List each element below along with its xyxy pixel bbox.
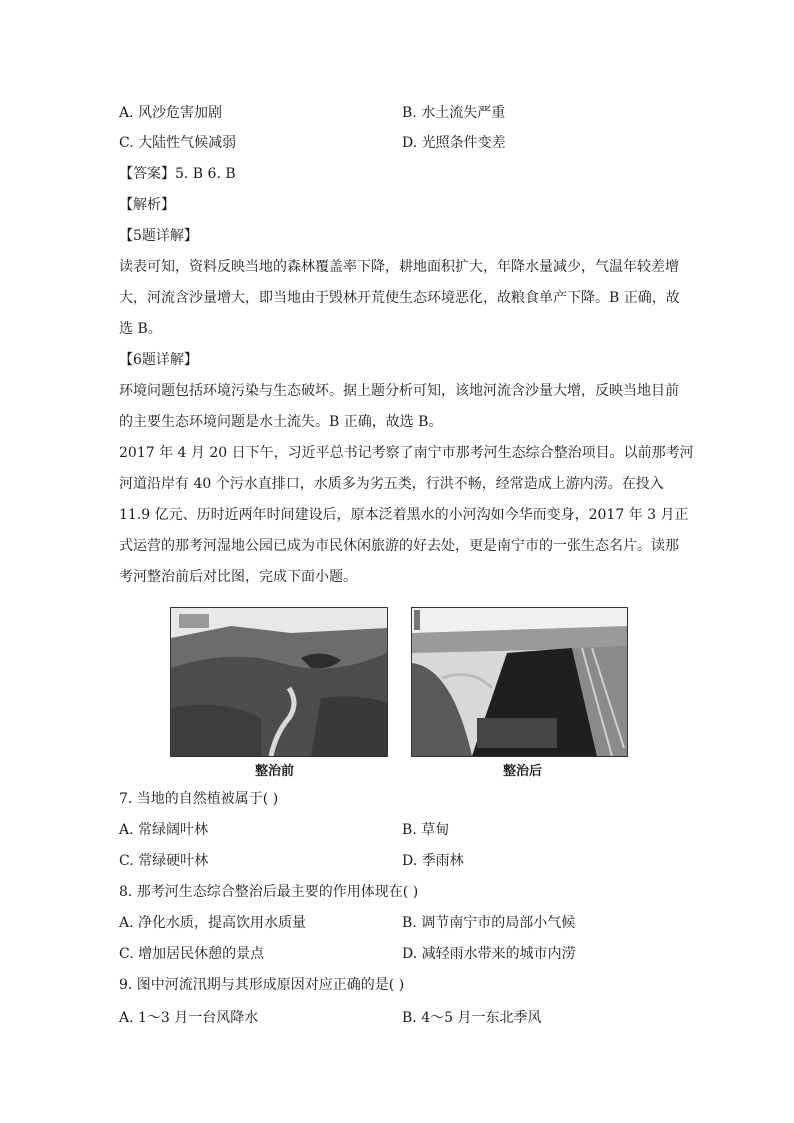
passage-line: 式运营的那考河湿地公园已成为市民休闲旅游的好去处，更是南宁市的一张生态名片。读那: [119, 538, 679, 554]
option-c: C. 大陆性气候减弱: [119, 135, 237, 151]
q6-text-line: 环境问题包括环境污染与生态破坏。据上题分析可知，该地河流含沙量大增，反映当地目前: [119, 383, 679, 399]
caption-after: 整治后: [503, 764, 543, 779]
q7-option-d: D. 季雨林: [402, 853, 464, 869]
q5-heading: 【5题详解】: [119, 228, 198, 244]
answer-line: 【答案】5. B 6. B: [119, 166, 236, 182]
q8-stem: 8. 那考河生态综合整治后最主要的作用体现在( ): [119, 884, 419, 900]
passage-line: 考河整治前后对比图，完成下面小题。: [119, 569, 357, 585]
q8-option-d: D. 减轻雨水带来的城市内涝: [402, 946, 576, 962]
river-after-image: [412, 608, 627, 756]
passage-line: 11.9 亿元、历时近两年时间建设后，原本泛着黑水的小河沟如今华而变身，2017 年 3 月正: [119, 507, 689, 523]
analysis-heading: 【解析】: [119, 197, 175, 213]
q5-text-line: 读表可知，资料反映当地的森林覆盖率下降，耕地面积扩大，年降水量减少，气温年较差增: [119, 259, 679, 275]
q8-option-a: A. 净化水质，提高饮用水质量: [119, 915, 307, 931]
photo-before: [170, 607, 388, 757]
q8-option-b: B. 调节南宁市的局部小气候: [402, 915, 576, 931]
q7-stem: 7. 当地的自然植被属于( ): [119, 791, 279, 807]
q9-option-a: A. 1～3 月一台风降水: [119, 1010, 259, 1026]
q5-text-line: 选 B。: [119, 321, 162, 337]
option-a: A. 风沙危害加剧: [119, 105, 223, 121]
q7-option-b: B. 草甸: [402, 822, 450, 838]
q7-option-c: C. 常绿硬叶林: [119, 853, 209, 869]
q8-option-c: C. 增加居民休憩的景点: [119, 946, 265, 962]
q6-heading: 【6题详解】: [119, 352, 198, 368]
option-d: D. 光照条件变差: [402, 135, 506, 151]
q9-stem: 9. 图中河流汛期与其形成原因对应正确的是( ): [119, 977, 405, 993]
caption-before: 整治前: [255, 764, 295, 779]
q5-text-line: 大，河流含沙量增大，即当地由于毁林开荒使生态环境恶化，故粮食单产下降。B 正确，故: [119, 290, 680, 306]
option-b: B. 水土流失严重: [402, 105, 506, 121]
passage-line: 河道沿岸有 40 个污水直排口，水质多为劣五类，行洪不畅，经常造成上游内涝。在投入: [119, 476, 664, 492]
photo-after: [411, 607, 628, 757]
q9-option-b: B. 4～5 月一东北季风: [402, 1010, 542, 1026]
q6-text-line: 的主要生态环境问题是水土流失。B 正确，故选 B。: [119, 414, 443, 430]
passage-line: 2017 年 4 月 20 日下午，习近平总书记考察了南宁市那考河生态综合整治项目。以前那考河: [119, 445, 694, 461]
q7-option-a: A. 常绿阔叶林: [119, 822, 209, 838]
river-before-image: [171, 608, 387, 756]
